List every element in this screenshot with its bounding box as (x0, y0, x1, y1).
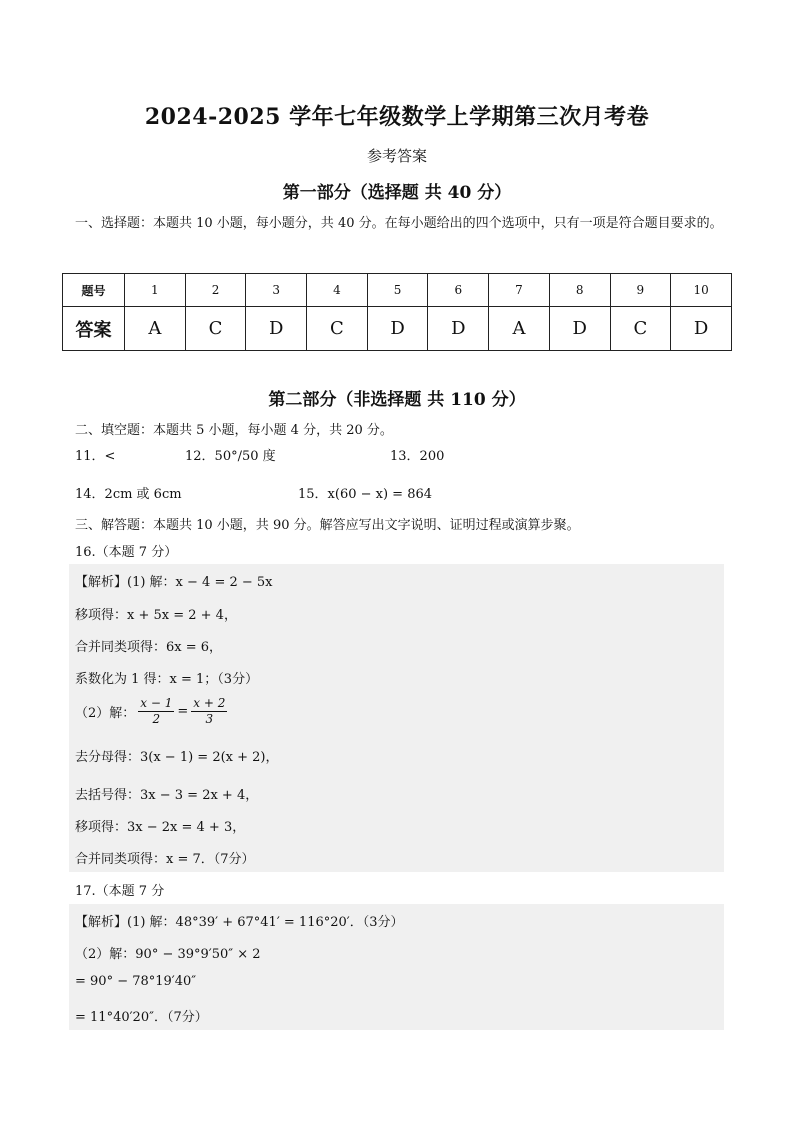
equals-sign: = (177, 704, 189, 719)
fraction-left (138, 696, 174, 727)
q17-line: 【解析】(1) 解：48°39′ + 67°41′ = 116°20′．（3分） (75, 915, 404, 930)
answer-cell: D (671, 307, 732, 351)
answer-q12: 12．50°/50 度 (185, 449, 276, 464)
question-number: 8 (549, 274, 610, 307)
answer-cell: C (307, 307, 368, 351)
q16-line: 合并同类项得：x = 7．（7分） (75, 852, 255, 867)
question-number: 6 (428, 274, 489, 307)
answer-table-number-row (63, 274, 732, 307)
answer-q14: 14．2cm 或 6cm (75, 487, 182, 502)
solve-instruction: 三、解答题：本题共 10 小题，共 90 分。解答应写出文字说明、证明过程或演算步聚。 (75, 518, 580, 533)
answer-cell: D (367, 307, 428, 351)
answer-table (62, 273, 732, 351)
part2-heading: 第二部分（非选择题 共 110 分） (268, 390, 526, 410)
answer-q15: 15．x(60 − x) = 864 (298, 487, 433, 502)
fraction-right (191, 696, 227, 727)
fraction-right-denominator: 3 (205, 712, 214, 726)
q17-line: （2）解：90° − 39°9′50″ × 2 (75, 947, 261, 962)
question-number: 9 (610, 274, 671, 307)
fraction-left-numerator: x − 1 (140, 696, 173, 710)
q17-line: = 90° − 78°19′40″ (75, 974, 197, 989)
part1-heading: 第一部分（选择题 共 40 分） (282, 183, 512, 203)
q17-line: = 11°40′20″．（7分） (75, 1010, 208, 1025)
fraction-right-numerator: x + 2 (193, 696, 226, 710)
q16-line: 移项得：x + 5x = 2 + 4， (75, 608, 237, 623)
fill-instruction: 二、填空题：本题共 5 小题，每小题 4 分，共 20 分。 (75, 423, 393, 438)
q17-label: 17.（本题 7 分 (75, 884, 165, 899)
q16-line: 去括号得：3x − 3 = 2x + 4， (75, 788, 259, 803)
page-title: 2024-2025 学年七年级数学上学期第三次月考卷 (144, 104, 650, 130)
q16-line: 去分母得：3(x − 1) = 2(x + 2)， (75, 750, 279, 765)
answer-cell: A (489, 307, 550, 351)
q16-line: 合并同类项得：6x = 6， (75, 640, 223, 655)
question-number: 1 (125, 274, 186, 307)
question-number: 10 (671, 274, 732, 307)
table-header-answer: 答案 (63, 307, 125, 351)
fraction-left-denominator: 2 (152, 712, 161, 726)
q16-line: 移项得：3x − 2x = 4 + 3， (75, 820, 246, 835)
question-number: 3 (246, 274, 307, 307)
answer-q13: 13．200 (390, 449, 445, 464)
q16-part2-label: （2）解： (75, 706, 136, 721)
answer-cell: C (185, 307, 246, 351)
answer-cell: A (125, 307, 186, 351)
answer-table-answer-row (63, 307, 732, 351)
question-number: 2 (185, 274, 246, 307)
answer-cell: C (610, 307, 671, 351)
answer-cell: D (428, 307, 489, 351)
question-number: 7 (489, 274, 550, 307)
q16-line: 系数化为 1 得：x = 1；（3分） (75, 672, 259, 687)
question-number: 4 (307, 274, 368, 307)
part1-instruction: 一、选择题：本题共 10 小题，每小题分，共 40 分。在每小题给出的四个选项中，只有一项是符合题目要求的。 (75, 216, 723, 231)
answer-cell: D (246, 307, 307, 351)
table-header-number: 题号 (63, 274, 125, 307)
page-subtitle: 参考答案 (366, 147, 427, 165)
q16-fraction-equation (75, 696, 227, 727)
question-number: 5 (367, 274, 428, 307)
q16-label: 16.（本题 7 分） (75, 545, 178, 560)
answer-cell: D (549, 307, 610, 351)
answer-q11: 11．< (75, 449, 116, 464)
q16-line: 【解析】(1) 解：x − 4 = 2 − 5x (75, 575, 273, 590)
